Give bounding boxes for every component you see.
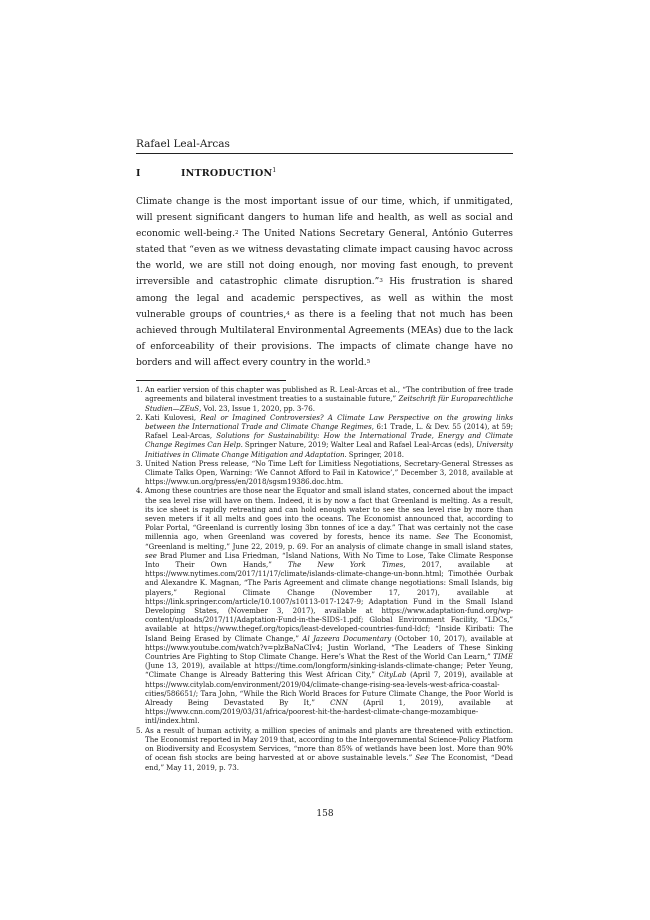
running-head: Rafael Leal-Arcas [136, 138, 513, 154]
footnotes [136, 385, 513, 772]
footnote-text [145, 459, 513, 487]
footnote-italic: The New York Times [287, 560, 404, 570]
footnote-segment: , Vol. 23, Issue 1, 2020, pp. 3-76. [199, 403, 315, 413]
footnote-segment: The Economist, “Greenland is melting,” June 22, 2019, p. 69. For an analysis of climate change in small island states, [145, 532, 513, 551]
footnote-text [145, 413, 513, 459]
footnote-number: 5. [136, 725, 143, 735]
sentence: His frustration is shared among the legal and academic perspectives, as well as within the most vulnerable groups of countries, [136, 277, 513, 320]
footnote-separator [136, 380, 286, 381]
footnote-mark: 3 [379, 278, 383, 285]
footnote-segment: (April 7, 2019), available at https://www.citylab.com/environment/2019/04/climate-change-rising-sea-levels-west-africa-coastal-cities/586651/; Tara John, “While the Rich World Braces for Future Climate Change, the Poor World is Already Being Devastated By It,” [145, 670, 513, 708]
footnote-italic: Real or Imagined Controversies? A Climate Law Perspective on the growing links between the International Trade and Climate Change Regimes [145, 412, 513, 431]
footnote-segment: , 2017, available at https://www.nytimes.com/2017/11/17/climate/islands-climate-change-un-bonn.html; Timothée Ourbak and Alexandre K. Magnan, “The Paris Agreement and climate change negotiations: Small Islands, big players,” Regional Climate Change (November 17, 2017), available at https://link.springer.com/article/10.1007/s10113-017-1247-9; Adaptation Fund in the Small Island Developing States, (November 3, 2017), available at https://www.adaptation-fund.org/wp-content/uploads/2017/11/Adaptation-Fund-in-the-SIDS-1.pdf; Global Environment Facility, “LDCs,” available at https://www.thegef.org/topics/least-developed-countries-fund-ldcf; “Inside Kiribati: The Island Being Erased by Climate Change,” [145, 560, 513, 643]
footnote-segment: , 6:1 Trade, L. & Dev. 55 (2014), at 59; Rafael Leal-Arcas, [145, 421, 513, 441]
section-heading [136, 168, 513, 179]
section-title [181, 168, 276, 179]
footnote-italic: TIME [493, 652, 513, 662]
sentence: The United Nations Secretary General, António Guterres stated that “even as we witness devastating climate impact causing havoc across the world, we are still not doing enough, nor moving fast enough, to prevent irreversible and catastrophic climate disruption.” [136, 229, 513, 288]
footnote-segment: Brad Plumer and Lisa Friedman, “Island Nations, With No Time to Lose, Take Climate Response Into Their Own Hands,” [145, 550, 513, 570]
sentence: Climate change is the most important issue of our time, which, if unmitigated, will present significant dangers to human life and health, as well as social and economic well-being. [136, 197, 513, 240]
footnote-italic: University Initiatives in Climate Change Mitigation and Adaptation [145, 440, 513, 459]
footnote-italic: see [145, 550, 157, 560]
footnote-1 [136, 385, 513, 413]
footnote-italic: Al Jazeera Documentary [302, 633, 392, 643]
footnote-text [145, 486, 513, 725]
footnote-segment: An earlier version of this chapter was published as R. Leal-Arcas et al., “The contribution of free trade agreements and bilateral investment treaties to a sustainable future,” [145, 385, 513, 404]
page-content [136, 138, 513, 772]
footnote-segment: (October 10, 2017), available at https://www.youtube.com/watch?v=plzBaNaCIv4; Justin Worland, “The Leaders of These Sinking Countries Are Fighting to Stop Climate Change. Here’s What the Rest of the World Can Learn,” [145, 633, 513, 662]
footnote-3 [136, 459, 513, 487]
footnote-segment: United Nation Press release, “No Time Left for Limitless Negotiations, Secretary-General Stresses as Climate Talks Open, Warning: ‘We Cannot Afford to Fail in Katowice’,” December 3, 2018, available at https://www.un.org/press/en/2018/sgsm19386.doc.htm. [145, 458, 513, 487]
page-number: 158 [316, 809, 334, 819]
section-number: I [136, 168, 141, 179]
body-paragraph [136, 194, 513, 371]
footnote-mark: 5 [366, 358, 371, 365]
footnote-mark: 1 [272, 167, 277, 174]
footnote-italic: CityLab [378, 670, 407, 680]
footnote-2 [136, 413, 513, 459]
footnote-number: 4. [136, 486, 143, 496]
footnote-segment: The Economist, “Dead end,” May 11, 2019, p. 73. [145, 753, 513, 772]
footnote-italic: Zeitschrift für Europarechtliche Studien—ZEuS [145, 394, 513, 413]
footnote-segment: Kati Kulovesi, [145, 412, 201, 422]
footnote-number: 1. [136, 385, 143, 395]
footnote-italic: See [415, 753, 429, 763]
footnote-segment: Among these countries are those near the Equator and small island states, concerned about the impact the sea level rise will have on them. Indeed, it is by now a fact that Greenland is melting. As a result, its ice sheet is rapidly retreating and can hold enough water to see the sea level rise by more than seven meters if it all melts and goes into the oceans. The Economist announced that, according to Polar Portal, “Greenland is currently losing 3bn tonnes of ice a day.” That was certainly not the case millennia ago, when Greenland was covered by forests, hence its name. [145, 486, 513, 542]
footnote-italic: CNN [330, 698, 348, 708]
section-title-text: INTRODUCTION [181, 168, 273, 179]
footnote-italic: Solutions for Sustainability: How the International Trade, Energy and Climate Change Regimes Can Help [145, 431, 513, 450]
footnote-segment: (April 1, 2019), available at https://www.cnn.com/2019/03/31/africa/poorest-hit-the-hardest-climate-change-mozambique-intl/index.html. [145, 698, 513, 726]
footnote-text [145, 385, 513, 413]
footnote-4 [136, 486, 513, 725]
footnote-segment: . Springer Nature, 2019; Walter Leal and Rafael Leal-Arcas (eds), [240, 440, 477, 450]
footnote-number: 3. [136, 458, 143, 468]
footnote-mark: 2 [234, 230, 239, 237]
footnote-segment: . Springer, 2018. [344, 449, 404, 459]
footnote-number: 2. [136, 412, 143, 422]
footnote-italic: See [436, 532, 450, 542]
footnote-segment: As a result of human activity, a million species of animals and plants are threatened with extinction. The Economist reported in May 2019 that, according to the Intergovernmental Science-Policy Platform on Biodiversity and Ecosystem Services, “more than 85% of wetlands have been lost. More than 90% of ocean fish stocks are being harvested at or above sustainable levels.” [145, 725, 513, 763]
footnote-mark: 4 [286, 310, 290, 317]
footnote-segment: (June 13, 2019), available at https://time.com/longform/sinking-islands-climate-change; Peter Yeung, “Climate Change is Already Battering this West African City,” [145, 661, 513, 680]
footnote-5 [136, 726, 513, 772]
footnote-text [145, 726, 513, 772]
sentence: as there is a feeling that not much has been achieved through Multilateral Environmental Agreements (MEAs) due to the lack of enforceability of their provisions. The impacts of climate change have no borders and will affect every country in the world. [136, 309, 513, 368]
